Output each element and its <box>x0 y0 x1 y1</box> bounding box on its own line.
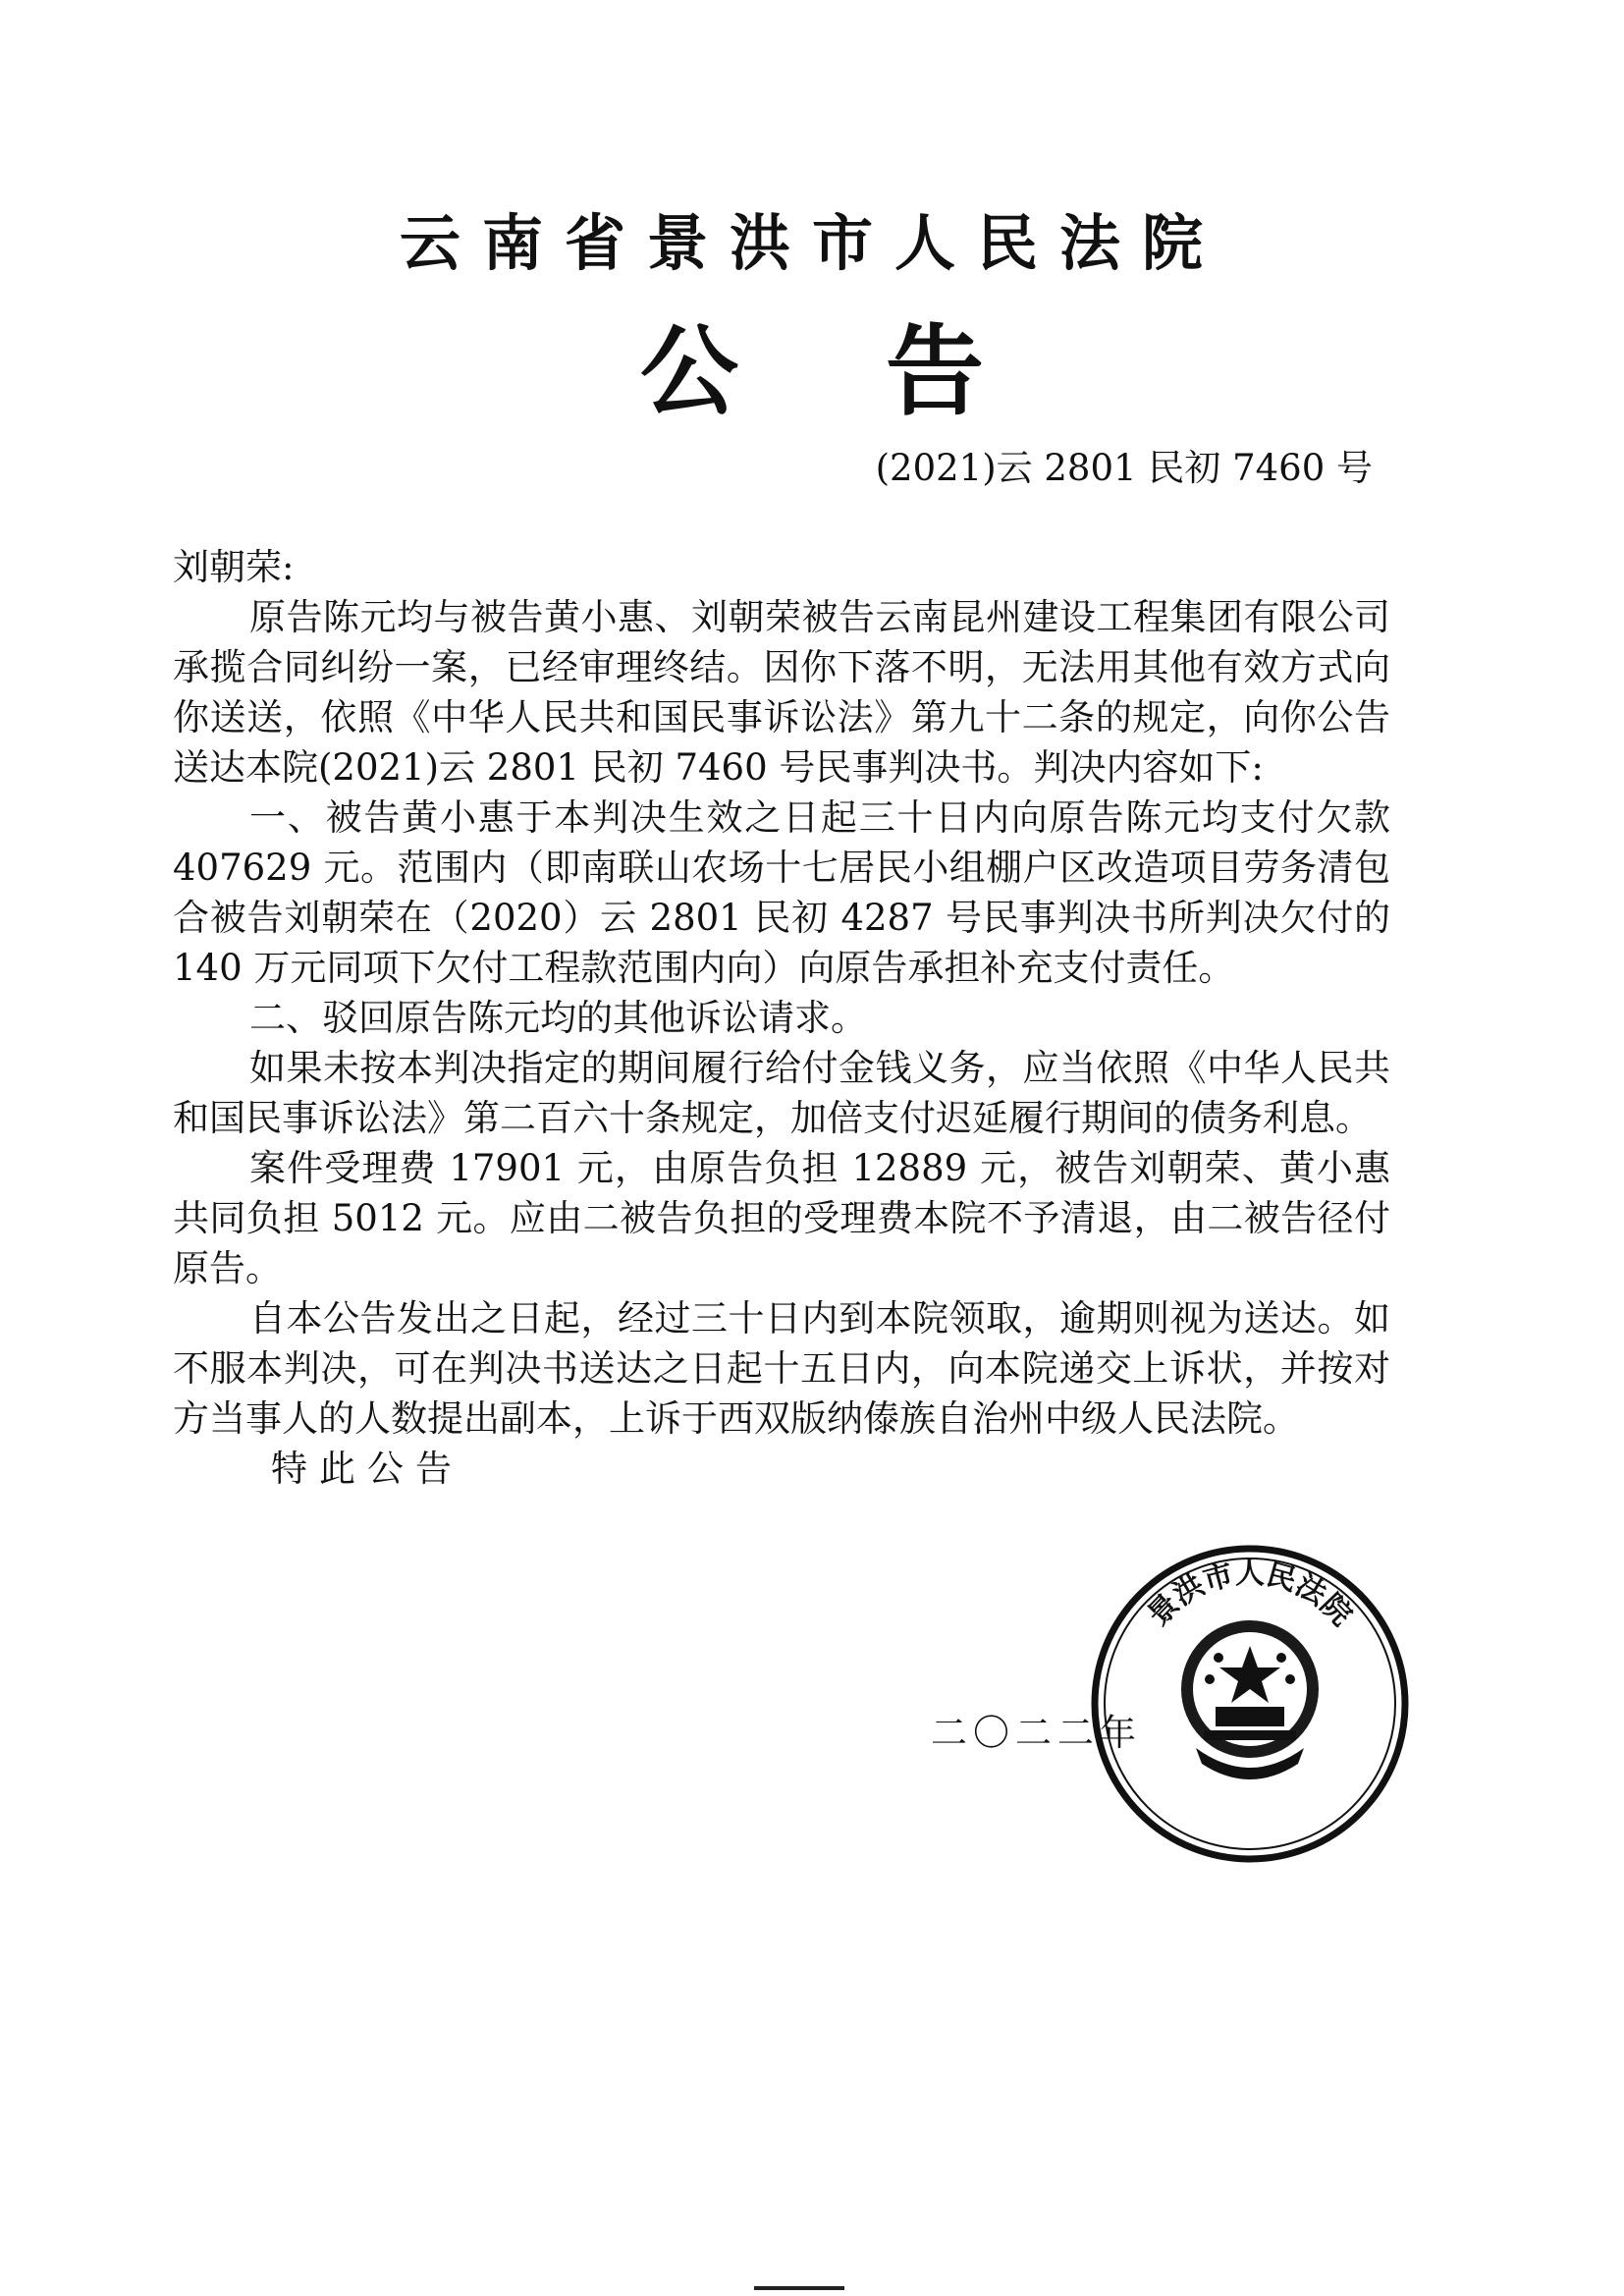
court-name: 云南省景洪市人民法院 <box>399 207 1224 279</box>
closing-statement: 特此公告 <box>271 1448 463 1490</box>
paragraph-judgment-item-2: 二、驳回原告陈元均的其他诉讼请求。 <box>249 997 867 1039</box>
paragraph-intro: 原告陈元均与被告黄小惠、刘朝荣被告云南昆州建设工程集团有限公司承揽合同纠纷一案，已经审理终结。因你下落不明，无法用其他有效方式向你送送，依照《中华人民共和国民事诉讼法》第九十二条的规定，向你公告送达本院(2021)云 2801 民初 7460 号民事判决书。判决内容如下: <box>173 596 1390 789</box>
national-emblem-icon <box>1181 1620 1319 1779</box>
issue-date: 二〇二二年 <box>931 1712 1142 1754</box>
addressee: 刘朝荣: <box>173 546 295 588</box>
notice-body <box>173 542 1390 1494</box>
document-title: 公告 <box>640 313 1131 429</box>
paragraph-court-fees: 案件受理费 17901 元，由原告负担 12889 元，被告刘朝荣、黄小惠共同负担 5012 元。应由二被告负担的受理费本院不予清退，由二被告径付原告。 <box>173 1147 1390 1289</box>
court-seal <box>1088 1542 1412 1866</box>
seal-inscription: 景洪市人民法院 <box>1141 1556 1359 1633</box>
paragraph-judgment-item-1: 一、被告黄小惠于本判决生效之日起三十日内向原告陈元均支付欠款 407629 元。范围内（即南联山农场十七居民小组棚户区改造项目劳务清包合被告刘朝荣在（2020）云 2801 民初 4287 号民事判决书所判决欠付的 140 万元同项下欠付工程款范围内向）向原告承担补充支付责任。 <box>173 796 1390 989</box>
paragraph-service-appeal: 自本公告发出之日起，经过三十日内到本院领取，逾期则视为送达。如不服本判决，可在判决书送达之日起十五日内，向本院递交上诉状，并按对方当事人的人数提出副本，上诉于西双版纳傣族自治州中级人民法院。 <box>173 1297 1390 1440</box>
case-number: (2021)云 2801 民初 7460 号 <box>875 447 1373 489</box>
paragraph-late-payment: 如果未按本判决指定的期间履行给付金钱义务，应当依照《中华人民共和国民事诉讼法》第二百六十条规定，加倍支付迟延履行期间的债务利息。 <box>173 1047 1390 1139</box>
page-footer-mark <box>754 2286 844 2290</box>
